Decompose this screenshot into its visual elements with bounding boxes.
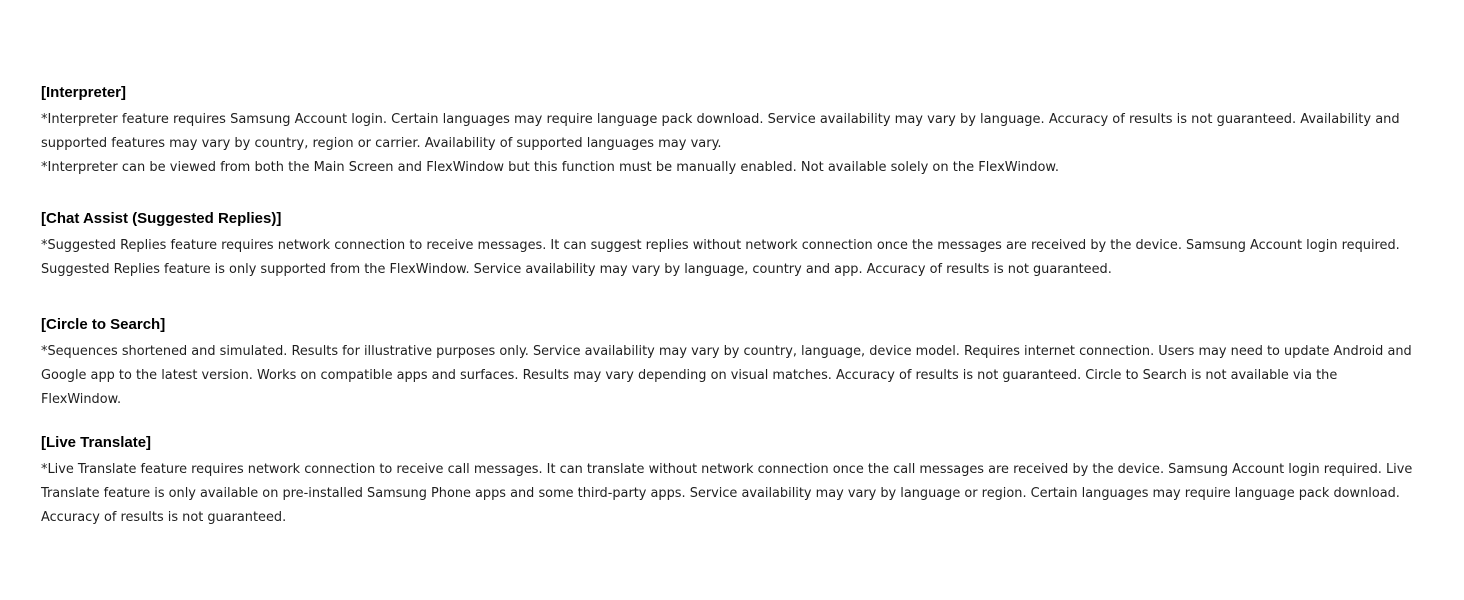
section-live-translate — [41, 434, 1424, 530]
chat-assist-paragraph-1: *Suggested Replies feature requires network connection to receive messages. It can suggest replies without network connection once the messages are received by the device. Samsung Account login required. Suggested Replies feature is only supported from the FlexWindow. Service availability may vary by language, country and app. Accuracy of results is not guaranteed. — [41, 238, 1400, 277]
interpreter-paragraph-2: *Interpreter can be viewed from both the Main Screen and FlexWindow but this function must be manually enabled. Not available solely on the FlexWindow. — [41, 160, 1059, 175]
section-interpreter — [41, 84, 1424, 180]
section-title-interpreter: [Interpreter] — [41, 84, 127, 101]
interpreter-paragraph-1: *Interpreter feature requires Samsung Account login. Certain languages may require language pack download. Service availability may vary by language. Accuracy of results is not guaranteed. Availability and supported features may vary by country, region or carrier. Availability of supported languages may vary. — [41, 112, 1400, 151]
circle-to-search-paragraph-1: *Sequences shortened and simulated. Results for illustrative purposes only. Service availability may vary by country, language, device model. Requires internet connection. Users may need to update Android and Google app to the latest version. Works on compatible apps and surfaces. Results may vary depending on visual matches. Accuracy of results is not guaranteed. Circle to Search is not available via the FlexWindow. — [41, 344, 1412, 407]
live-translate-paragraph-1: *Live Translate feature requires network connection to receive call messages. It can translate without network connection once the call messages are received by the device. Samsung Account login required. Live Translate feature is only available on pre-installed Samsung Phone apps and some third-party apps. Service availability may vary by language or region. Certain languages may require language pack download. Accuracy of results is not guaranteed. — [41, 462, 1413, 525]
section-title-chat-assist: [Chat Assist (Suggested Replies)] — [41, 210, 282, 227]
section-title-live-translate: [Live Translate] — [41, 434, 152, 451]
section-chat-assist — [41, 210, 1424, 282]
section-circle-to-search — [41, 316, 1424, 412]
section-title-circle-to-search: [Circle to Search] — [41, 316, 166, 333]
